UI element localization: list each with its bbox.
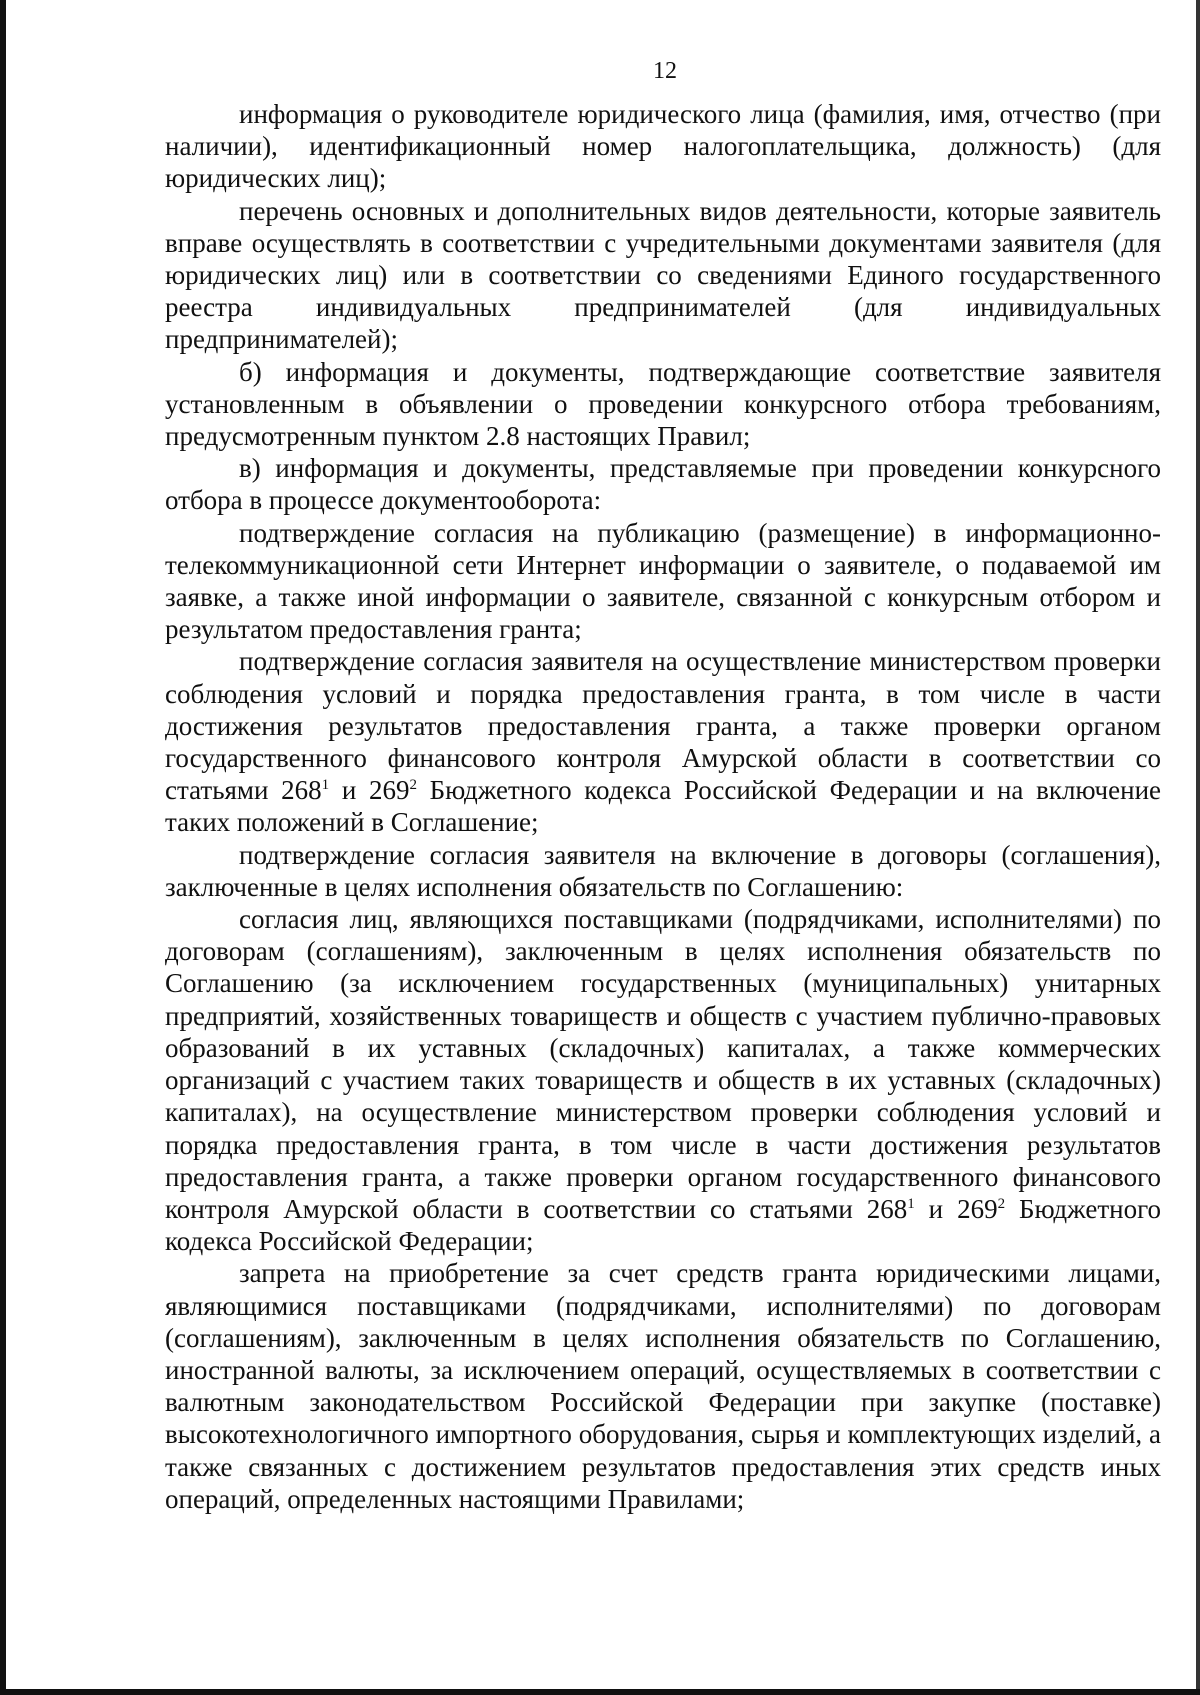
- text-fragment: и 269: [914, 1193, 998, 1224]
- document-body: [165, 98, 1161, 1515]
- paragraph-inspection-consent: [165, 645, 1161, 838]
- paragraph-activities-list: перечень основных и дополнительных видов деятельности, которые заявитель вправе осуществлять в соответствии с учредительными документами заявителя (для юридических лиц) или в соответствии со сведениями Единого государственного реестра индивидуальных предпринимателей (для индивидуальных предпринимателей);: [165, 195, 1161, 355]
- scan-edge-right: [1196, 0, 1200, 1695]
- text-fragment: Бюджетного кодекса Российской Федерации и на включение таких положений в Соглашение;: [165, 775, 1162, 838]
- text-fragment: подтверждение согласия заявителя на осуществление министерством проверки соблюдения условий и порядка предоставления гранта, в том числе в части достижения результатов предоставления гранта, а также проверки органом государственного финансового контроля Амурской области в соответствии со статьями 268: [165, 646, 1161, 806]
- scan-edge-left: [0, 0, 6, 1695]
- superscript: 1: [907, 1195, 915, 1212]
- text-fragment: согласия лиц, являющихся поставщиками (подрядчиками, исполнителями) по договорам (соглашениям), заключенным в целях исполнения обязательств по Соглашению (за исключением государственных (муниципальных) унитарных предприятий, хозяйственных товариществ и обществ с участием публично-правовых образований в их уставных (складочных) капиталах, а также коммерческих организаций с участием таких товариществ и обществ в их уставных (складочных) капиталах), на осуществление министерством проверки соблюдения условий и порядка предоставления гранта, в том числе в части достижения результатов предоставления гранта, а также проверки органом государственного финансового контроля Амурской области в соответствии со статьями 268: [165, 904, 1161, 1224]
- scan-edge-bottom: [0, 1689, 1200, 1695]
- text-fragment: Бюджетного кодекса Российской Федерации;: [165, 1193, 1161, 1257]
- paragraph-head-info: информация о руководителе юридического лица (фамилия, имя, отчество (при наличии), идентификационный номер налогоплательщика, должность) (для юридических лиц);: [165, 99, 1161, 194]
- superscript: 2: [409, 777, 417, 794]
- superscript: 2: [997, 1195, 1006, 1212]
- paragraph-suppliers-consent: [165, 903, 1161, 1257]
- paragraph-currency-ban: запрета на приобретение за счет средств гранта юридическими лицами, являющимися поставщиками (подрядчиками, исполнителями) по договорам (соглашениям), заключенным в целях исполнения обязательств по Соглашению, иностранной валюты, за исключением операций, осуществляемых в соответствии с валютным законодательством Российской Федерации при закупке (поставке) высокотехнологичного импортного оборудования, сырья и комплектующих изделий, а также связанных с достижением результатов предоставления этих средств иных операций, определенных настоящими Правилами;: [165, 1258, 1161, 1514]
- superscript: 1: [321, 777, 330, 794]
- paragraph-item-v: в) информация и документы, представляемые при проведении конкурсного отбора в процессе документооборота:: [165, 453, 1161, 516]
- paragraph-publication-consent: подтверждение согласия на публикацию (размещение) в информационно-телекоммуникационной сети Интернет информации о заявителе, о подаваемой им заявке, а также иной информации о заявителе, связанной с конкурсным отбором и результатом предоставления гранта;: [165, 517, 1161, 645]
- paragraph-item-b: б) информация и документы, подтверждающие соответствие заявителя установленным в объявлении о проведении конкурсного отбора требованиям, предусмотренным пунктом 2.8 настоящих Правил;: [165, 356, 1161, 452]
- paragraph-contracts-consent: подтверждение согласия заявителя на включение в договоры (соглашения), заключенные в целях исполнения обязательств по Соглашению:: [165, 839, 1161, 902]
- page-number: 12: [653, 58, 677, 84]
- text-fragment: и 269: [329, 775, 410, 806]
